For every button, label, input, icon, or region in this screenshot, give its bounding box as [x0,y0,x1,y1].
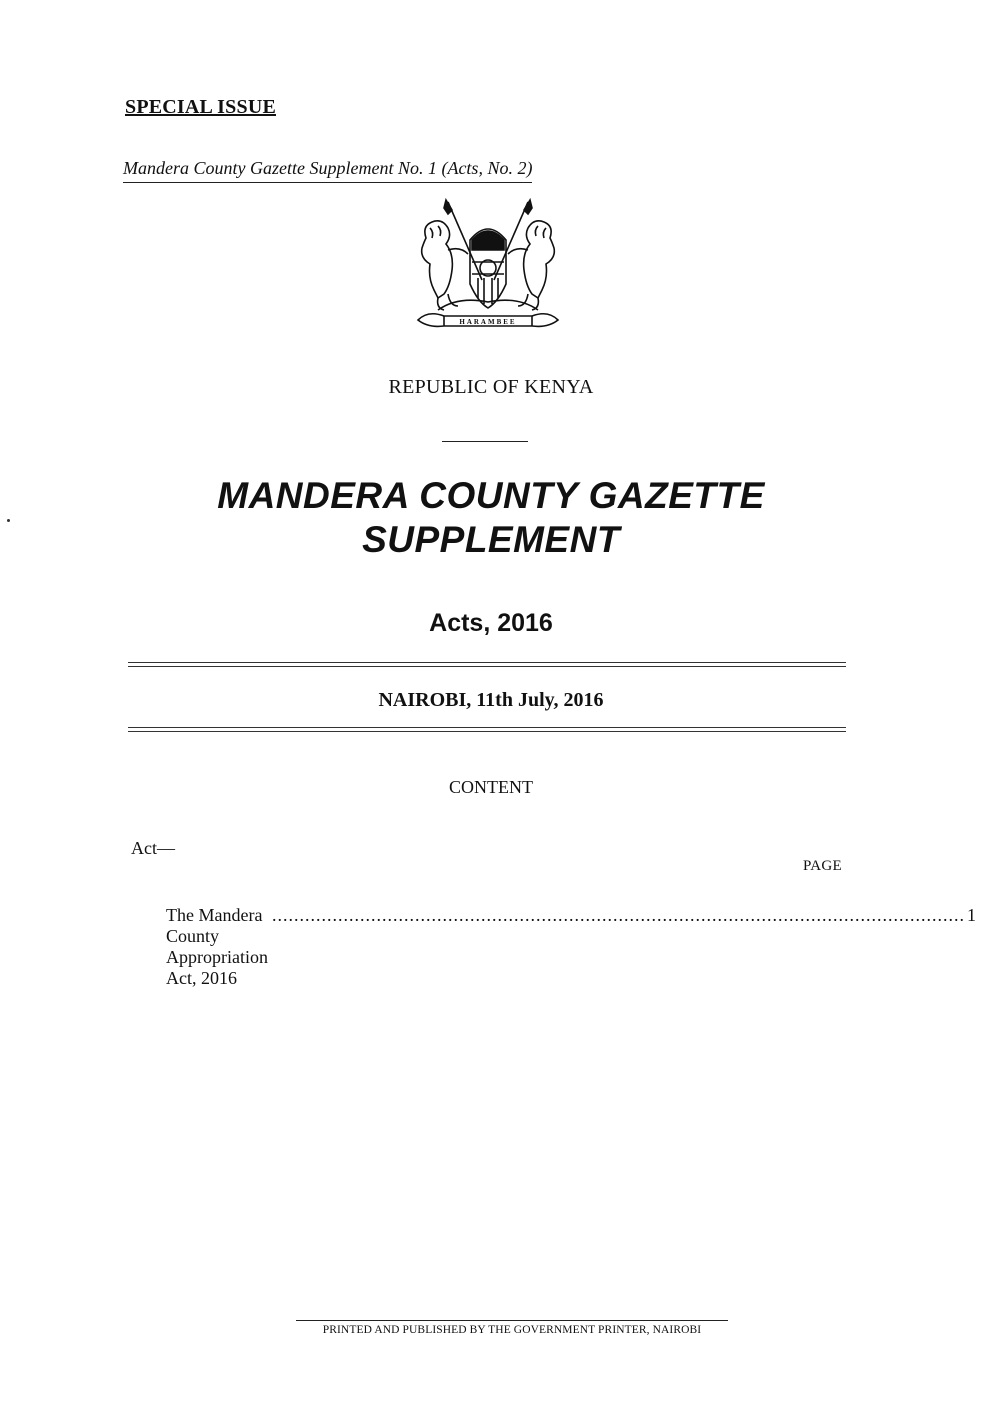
republic-of-kenya-heading: REPUBLIC OF KENYA [388,376,594,398]
publication-date: NAIROBI, 11th July, 2016 [378,689,604,711]
motto-text: HARAMBEE [459,318,517,326]
gazette-title-line2: SUPPLEMENT [362,519,620,560]
page-column-label: PAGE [803,858,842,874]
dot-leader: .............................................................................................................................. [271,905,965,925]
act-label: Act— [131,838,175,858]
toc-entry [166,905,976,989]
kenya-coat-of-arms-icon [408,198,568,343]
acts-year-heading: Acts, 2016 [429,609,553,637]
gazette-title [0,474,982,562]
toc-entry-page: 1 [966,905,976,925]
supplement-number-line: Mandera County Gazette Supplement No. 1 (Acts, No. 2) [123,158,532,183]
gazette-title-line1: MANDERA COUNTY GAZETTE [217,475,765,516]
double-rule-top [128,662,846,667]
double-rule-bottom [128,727,846,732]
contents-heading: CONTENT [449,777,533,797]
divider [442,441,528,442]
printer-imprint: PRINTED AND PUBLISHED BY THE GOVERNMENT PRINTER, NAIROBI [296,1320,728,1336]
toc-entry-title: The Mandera County Appropriation Act, 2016 [166,905,268,988]
special-issue-heading: SPECIAL ISSUE [125,96,276,118]
